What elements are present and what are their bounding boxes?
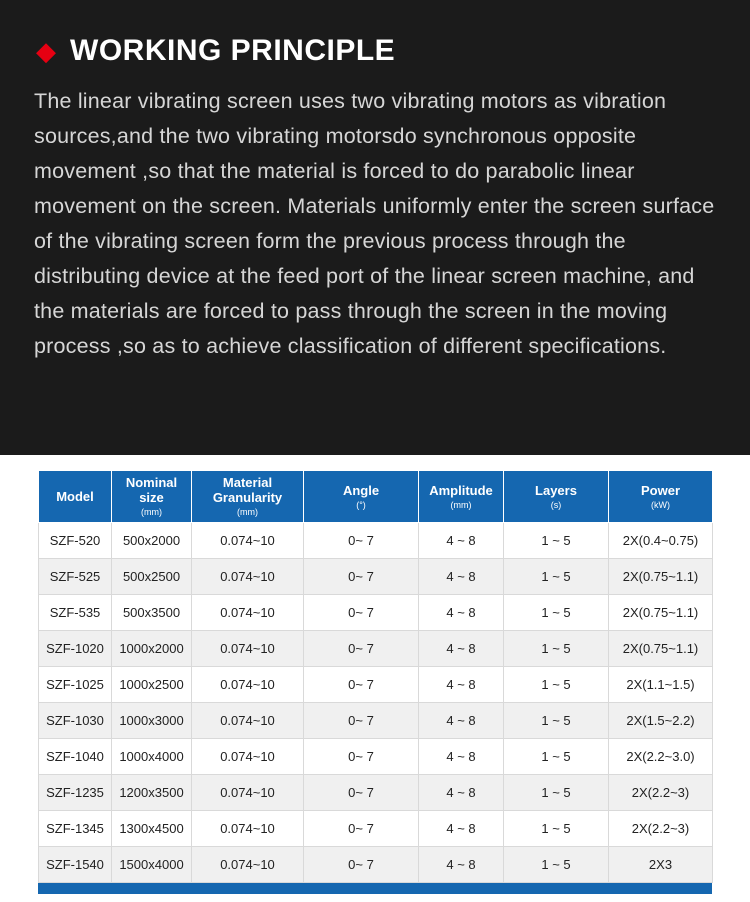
table-cell: 0~ 7	[304, 703, 419, 739]
table-cell: 4 ~ 8	[419, 847, 504, 883]
table-cell: 2X(2.2~3)	[609, 811, 713, 847]
column-label: Material Granularity	[212, 475, 283, 505]
header-row	[39, 471, 713, 523]
table-cell: 1 ~ 5	[504, 775, 609, 811]
table-cell: 0.074~10	[192, 775, 304, 811]
table-row	[39, 847, 713, 883]
spec-table-body	[39, 523, 713, 883]
table-row	[39, 559, 713, 595]
table-cell: 0.074~10	[192, 703, 304, 739]
table-cell: 2X(0.75~1.1)	[609, 595, 713, 631]
table-cell: SZF-520	[39, 523, 112, 559]
table-cell: 2X(2.2~3.0)	[609, 739, 713, 775]
table-cell: 4 ~ 8	[419, 631, 504, 667]
table-cell: 0.074~10	[192, 523, 304, 559]
table-cell: SZF-1235	[39, 775, 112, 811]
table-cell: 1300x4500	[112, 811, 192, 847]
table-cell: 0.074~10	[192, 631, 304, 667]
table-cell: 0.074~10	[192, 847, 304, 883]
column-header	[112, 471, 192, 523]
table-row	[39, 775, 713, 811]
table-cell: 0~ 7	[304, 595, 419, 631]
table-cell: SZF-1540	[39, 847, 112, 883]
column-header	[419, 471, 504, 523]
table-cell: 2X(1.5~2.2)	[609, 703, 713, 739]
table-cell: 4 ~ 8	[419, 775, 504, 811]
table-cell: 1000x2500	[112, 667, 192, 703]
spec-table-head	[39, 471, 713, 523]
table-cell: 0~ 7	[304, 667, 419, 703]
table-cell: 1 ~ 5	[504, 523, 609, 559]
table-bottom-bar	[38, 883, 712, 894]
table-cell: 2X(2.2~3)	[609, 775, 713, 811]
table-cell: 1000x4000	[112, 739, 192, 775]
table-cell: SZF-1025	[39, 667, 112, 703]
column-label: Amplitude	[429, 482, 493, 498]
column-unit: (mm)	[237, 507, 258, 517]
table-cell: 1 ~ 5	[504, 667, 609, 703]
column-header	[39, 471, 112, 523]
column-header	[192, 471, 304, 523]
table-cell: SZF-1030	[39, 703, 112, 739]
table-cell: 0~ 7	[304, 523, 419, 559]
table-cell: 0~ 7	[304, 775, 419, 811]
column-unit: (mm)	[450, 499, 472, 510]
column-label: Nominal size	[125, 475, 178, 505]
table-row	[39, 811, 713, 847]
column-unit: (mm)	[141, 507, 162, 517]
table-row	[39, 739, 713, 775]
column-unit: (°)	[356, 499, 366, 510]
table-cell: 4 ~ 8	[419, 811, 504, 847]
column-label: Angle	[342, 482, 380, 498]
table-cell: SZF-525	[39, 559, 112, 595]
table-cell: SZF-1345	[39, 811, 112, 847]
table-row	[39, 631, 713, 667]
table-cell: 2X(0.75~1.1)	[609, 559, 713, 595]
table-cell: SZF-1040	[39, 739, 112, 775]
table-row	[39, 523, 713, 559]
column-label: Power	[640, 482, 680, 498]
table-cell: 1000x2000	[112, 631, 192, 667]
table-cell: 1 ~ 5	[504, 847, 609, 883]
table-cell: 1 ~ 5	[504, 739, 609, 775]
table-cell: SZF-1020	[39, 631, 112, 667]
table-cell: 2X3	[609, 847, 713, 883]
working-principle-text: The linear vibrating screen uses two vibrating motors as vibration sources,and the two vibrating motorsdo synchronous opposite movement ,so that the material is forced to do parabolic linear movement on the screen. Materials uniformly enter the screen surface of the vibrating screen form the previous process through the distributing device at the feed port of the linear screen machine, and the materials are forced to pass through the screen in the moving process ,so as to achieve classification of different specifications.	[34, 89, 715, 358]
page-title: WORKING PRINCIPLE	[70, 34, 396, 67]
table-cell: 4 ~ 8	[419, 559, 504, 595]
table-row	[39, 595, 713, 631]
table-cell: 500x2000	[112, 523, 192, 559]
table-cell: 4 ~ 8	[419, 703, 504, 739]
table-cell: 1 ~ 5	[504, 631, 609, 667]
table-cell: 4 ~ 8	[419, 667, 504, 703]
column-label: Layers	[535, 482, 577, 498]
table-cell: 2X(1.1~1.5)	[609, 667, 713, 703]
table-cell: 500x3500	[112, 595, 192, 631]
table-cell: 2X(0.4~0.75)	[609, 523, 713, 559]
column-header	[304, 471, 419, 523]
table-cell: 4 ~ 8	[419, 739, 504, 775]
table-cell: 0~ 7	[304, 847, 419, 883]
column-unit: (kW)	[651, 499, 670, 510]
table-cell: 1 ~ 5	[504, 559, 609, 595]
table-cell: 1 ~ 5	[504, 703, 609, 739]
table-row	[39, 667, 713, 703]
table-cell: 1000x3000	[112, 703, 192, 739]
table-cell: 1 ~ 5	[504, 595, 609, 631]
table-cell: 2X(0.75~1.1)	[609, 631, 713, 667]
table-cell: SZF-535	[39, 595, 112, 631]
table-cell: 0.074~10	[192, 559, 304, 595]
column-unit: (s)	[550, 499, 562, 510]
diamond-icon: ◆	[36, 36, 56, 66]
column-header	[609, 471, 713, 523]
spec-table	[38, 470, 713, 883]
table-cell: 1500x4000	[112, 847, 192, 883]
table-cell: 1 ~ 5	[504, 811, 609, 847]
table-cell: 4 ~ 8	[419, 523, 504, 559]
table-cell: 4 ~ 8	[419, 595, 504, 631]
table-cell: 500x2500	[112, 559, 192, 595]
table-cell: 1200x3500	[112, 775, 192, 811]
table-cell: 0.074~10	[192, 811, 304, 847]
table-cell: 0~ 7	[304, 559, 419, 595]
column-label: Model	[56, 489, 94, 504]
spec-table-section	[0, 455, 750, 894]
section-heading	[34, 34, 716, 68]
table-cell: 0~ 7	[304, 631, 419, 667]
table-cell: 0.074~10	[192, 595, 304, 631]
table-row	[39, 703, 713, 739]
column-header	[504, 471, 609, 523]
table-cell: 0~ 7	[304, 811, 419, 847]
table-cell: 0.074~10	[192, 739, 304, 775]
table-cell: 0.074~10	[192, 667, 304, 703]
table-cell: 0~ 7	[304, 739, 419, 775]
